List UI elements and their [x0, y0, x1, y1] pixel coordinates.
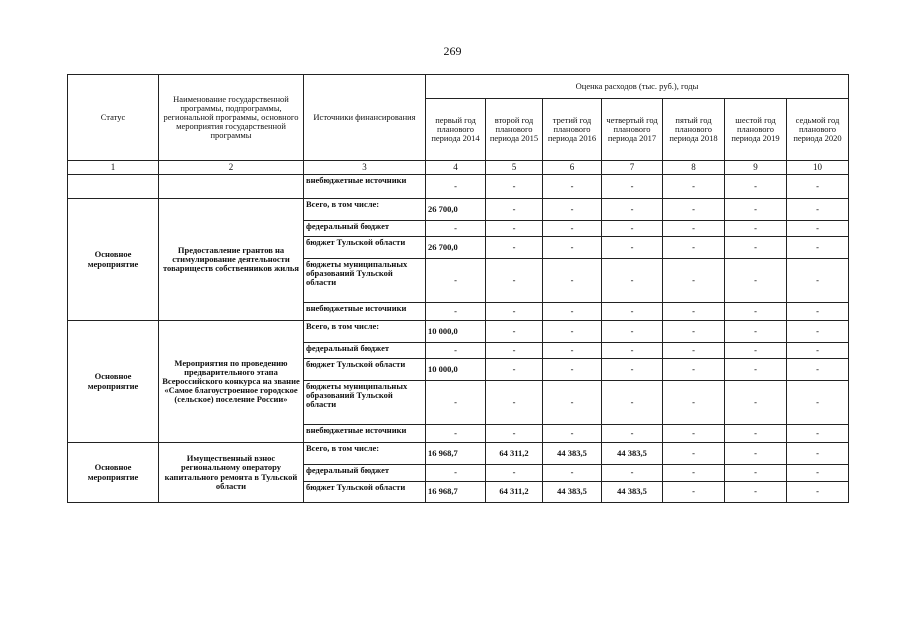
table-row [68, 175, 849, 199]
header-name: Наименование государственной программы, подпрограммы, региональной программы, основного мероприятия государственной программы [159, 75, 304, 161]
value-cell-year-4: - [602, 237, 663, 259]
funding-source-cell: бюджеты муниципальных образований Тульской области [304, 381, 426, 425]
value-cell-year-2: - [486, 199, 543, 221]
table-body [68, 175, 849, 503]
value-cell-year-5: - [663, 465, 725, 482]
value-cell-year-3: - [543, 425, 602, 443]
value-cell-year-5: - [663, 359, 725, 381]
value-cell-year-3: 44 383,5 [543, 443, 602, 465]
value-cell-year-4: - [602, 175, 663, 199]
value-cell-year-3: - [543, 199, 602, 221]
table-row [68, 321, 849, 343]
header-year-7: седьмой год планового периода 2020 [787, 99, 849, 161]
value-cell-year-7: - [787, 259, 849, 303]
header-year-2: второй год планового периода 2015 [486, 99, 543, 161]
header-year-5: пятый год планового периода 2018 [663, 99, 725, 161]
measure-name-cell: Мероприятия по проведению предварительного этапа Всероссийского конкурса на звание «Самое благоустроенное городское (сельское) поселение России» [159, 321, 304, 443]
value-cell-year-5: - [663, 343, 725, 359]
status-cell: Основное мероприятие [68, 199, 159, 321]
value-cell-year-7: - [787, 443, 849, 465]
funding-source-cell: Всего, в том числе: [304, 199, 426, 221]
header-status: Статус [68, 75, 159, 161]
value-cell-year-7: - [787, 237, 849, 259]
value-cell-year-4: - [602, 359, 663, 381]
funding-source-cell: бюджет Тульской области [304, 482, 426, 503]
funding-source-cell: бюджет Тульской области [304, 237, 426, 259]
column-number: 1 [68, 161, 159, 175]
value-cell-year-5: - [663, 303, 725, 321]
value-cell-year-7: - [787, 303, 849, 321]
value-cell-year-5: - [663, 259, 725, 303]
header-year-1: первый год планового периода 2014 [426, 99, 486, 161]
funding-source-cell: бюджеты муниципальных образований Тульской области [304, 259, 426, 303]
value-cell-year-1: - [426, 381, 486, 425]
value-cell-year-2: - [486, 343, 543, 359]
value-cell-year-1: - [426, 303, 486, 321]
value-cell-year-5: - [663, 221, 725, 237]
value-cell-year-6: - [725, 482, 787, 503]
value-cell-year-7: - [787, 321, 849, 343]
value-cell-year-2: - [486, 425, 543, 443]
value-cell-year-3: - [543, 303, 602, 321]
value-cell-year-6: - [725, 303, 787, 321]
funding-source-cell: Всего, в том числе: [304, 443, 426, 465]
table-row [68, 443, 849, 465]
column-number: 4 [426, 161, 486, 175]
value-cell-year-4: - [602, 425, 663, 443]
measure-name-cell [159, 175, 304, 199]
funding-source-cell: Всего, в том числе: [304, 321, 426, 343]
value-cell-year-5: - [663, 381, 725, 425]
column-number: 3 [304, 161, 426, 175]
value-cell-year-1: - [426, 343, 486, 359]
value-cell-year-3: - [543, 343, 602, 359]
funding-source-cell: федеральный бюджет [304, 465, 426, 482]
funding-source-cell: федеральный бюджет [304, 343, 426, 359]
value-cell-year-3: 44 383,5 [543, 482, 602, 503]
value-cell-year-2: - [486, 381, 543, 425]
value-cell-year-3: - [543, 259, 602, 303]
value-cell-year-7: - [787, 381, 849, 425]
measure-name-cell: Предоставление грантов на стимулирование деятельности товариществ собственников жилья [159, 199, 304, 321]
value-cell-year-6: - [725, 425, 787, 443]
value-cell-year-5: - [663, 443, 725, 465]
value-cell-year-2: - [486, 321, 543, 343]
column-number: 10 [787, 161, 849, 175]
value-cell-year-3: - [543, 175, 602, 199]
value-cell-year-1: 10 000,0 [426, 359, 486, 381]
value-cell-year-4: - [602, 343, 663, 359]
value-cell-year-1: - [426, 425, 486, 443]
value-cell-year-5: - [663, 425, 725, 443]
value-cell-year-4: - [602, 321, 663, 343]
value-cell-year-4: - [602, 259, 663, 303]
value-cell-year-6: - [725, 465, 787, 482]
value-cell-year-7: - [787, 482, 849, 503]
value-cell-year-6: - [725, 359, 787, 381]
value-cell-year-7: - [787, 425, 849, 443]
header-year-3: третий год планового периода 2016 [543, 99, 602, 161]
value-cell-year-2: - [486, 237, 543, 259]
value-cell-year-1: 10 000,0 [426, 321, 486, 343]
value-cell-year-2: - [486, 303, 543, 321]
funding-source-cell: внебюджетные источники [304, 175, 426, 199]
column-number: 8 [663, 161, 725, 175]
value-cell-year-1: - [426, 465, 486, 482]
value-cell-year-7: - [787, 359, 849, 381]
value-cell-year-3: - [543, 221, 602, 237]
value-cell-year-2: - [486, 221, 543, 237]
value-cell-year-5: - [663, 237, 725, 259]
value-cell-year-7: - [787, 199, 849, 221]
value-cell-year-4: - [602, 221, 663, 237]
value-cell-year-4: - [602, 465, 663, 482]
value-cell-year-6: - [725, 381, 787, 425]
value-cell-year-2: - [486, 259, 543, 303]
funding-source-cell: бюджет Тульской области [304, 359, 426, 381]
value-cell-year-3: - [543, 321, 602, 343]
value-cell-year-2: 64 311,2 [486, 443, 543, 465]
value-cell-year-6: - [725, 443, 787, 465]
value-cell-year-4: - [602, 303, 663, 321]
column-number: 9 [725, 161, 787, 175]
column-number: 7 [602, 161, 663, 175]
value-cell-year-5: - [663, 321, 725, 343]
value-cell-year-6: - [725, 221, 787, 237]
value-cell-year-1: 16 968,7 [426, 443, 486, 465]
status-cell [68, 175, 159, 199]
value-cell-year-7: - [787, 175, 849, 199]
value-cell-year-6: - [725, 237, 787, 259]
value-cell-year-5: - [663, 482, 725, 503]
budget-table [67, 74, 849, 503]
column-number: 5 [486, 161, 543, 175]
value-cell-year-1: - [426, 221, 486, 237]
header-sources: Источники финансирования [304, 75, 426, 161]
table-row [68, 199, 849, 221]
value-cell-year-1: - [426, 175, 486, 199]
value-cell-year-5: - [663, 199, 725, 221]
value-cell-year-6: - [725, 259, 787, 303]
column-number: 6 [543, 161, 602, 175]
value-cell-year-3: - [543, 359, 602, 381]
value-cell-year-6: - [725, 343, 787, 359]
header-costs: Оценка расходов (тыс. руб.), годы [426, 75, 849, 99]
page-number: 269 [443, 44, 462, 58]
funding-source-cell: внебюджетные источники [304, 425, 426, 443]
header-year-4: четвертый год планового периода 2017 [602, 99, 663, 161]
value-cell-year-3: - [543, 465, 602, 482]
value-cell-year-4: 44 383,5 [602, 443, 663, 465]
value-cell-year-2: - [486, 175, 543, 199]
value-cell-year-2: - [486, 359, 543, 381]
status-cell: Основное мероприятие [68, 443, 159, 503]
value-cell-year-2: 64 311,2 [486, 482, 543, 503]
value-cell-year-1: 26 700,0 [426, 237, 486, 259]
value-cell-year-2: - [486, 465, 543, 482]
column-number-row [68, 161, 849, 175]
table-header [68, 75, 849, 175]
value-cell-year-7: - [787, 221, 849, 237]
value-cell-year-3: - [543, 381, 602, 425]
value-cell-year-1: - [426, 259, 486, 303]
value-cell-year-1: 16 968,7 [426, 482, 486, 503]
funding-source-cell: федеральный бюджет [304, 221, 426, 237]
measure-name-cell: Имущественный взнос региональному оператору капитального ремонта в Тульской области [159, 443, 304, 503]
value-cell-year-3: - [543, 237, 602, 259]
column-number: 2 [159, 161, 304, 175]
value-cell-year-7: - [787, 465, 849, 482]
value-cell-year-5: - [663, 175, 725, 199]
value-cell-year-4: - [602, 381, 663, 425]
value-cell-year-1: 26 700,0 [426, 199, 486, 221]
value-cell-year-4: - [602, 199, 663, 221]
value-cell-year-6: - [725, 199, 787, 221]
value-cell-year-4: 44 383,5 [602, 482, 663, 503]
value-cell-year-6: - [725, 175, 787, 199]
header-year-6: шестой год планового периода 2019 [725, 99, 787, 161]
status-cell: Основное мероприятие [68, 321, 159, 443]
funding-source-cell: внебюджетные источники [304, 303, 426, 321]
value-cell-year-6: - [725, 321, 787, 343]
value-cell-year-7: - [787, 343, 849, 359]
